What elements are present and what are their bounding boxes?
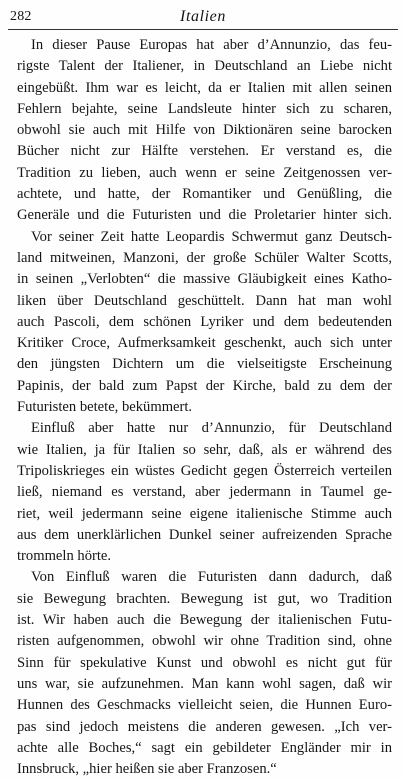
text-line: aus dem unerklärlichen Dunkel seiner aufreizenden Sprache (17, 526, 392, 543)
text-line: Bücher nicht zur Hälfte verstehen. Er verstand es, die (17, 143, 392, 160)
running-title: Italien (180, 8, 226, 25)
text-line: ließ, niemand es verstand, aber jedermann in Taumel ge- (17, 484, 392, 501)
text-line: Innsbruck, „hier heißen sie aber Franzosen.“ (17, 761, 277, 778)
text-line: liken über Deutschland geschüttelt. Dann hat man wohl (17, 292, 392, 309)
text-line: Generäle und die Futuristen und die Proletarier hinter sich. (17, 207, 392, 224)
text-line: achtete, und hatte, der Romantiker und Genüßling, die (17, 186, 392, 203)
text-line: Einfluß aber hatte nur d’Annunzio, für Deutschland (31, 420, 392, 437)
text-line: uns war, sie aufzunehmen. Man kann wohl sagen, daß wir (17, 675, 392, 692)
text-line: Tripoliskrieges ein wüstes Gedicht gegen Österreich verteilen (17, 462, 392, 479)
text-line: risten aufgenommen, obwohl wir ohne Tradition sind, ohne (17, 633, 392, 650)
header-rule (8, 29, 398, 30)
text-line: ist. Wir haben auch die Bewegung der italienischen Futu- (17, 612, 392, 629)
text-line: In dieser Pause Europas hat aber d’Annunzio, das feu- (31, 37, 392, 53)
text-line: Tradition zu lieben, auch wenn er seine Zeitgenossen ver- (17, 164, 392, 181)
text-line: pas sind jedoch meistens die anderen gewesen. „Ich ver- (17, 718, 392, 735)
text-line: Vor seiner Zeit hatte Leopardis Schwermut ganz Deutsch- (31, 228, 392, 245)
text-line: sie Bewegung brachten. Bewegung ist gut, wo Tradition (17, 590, 392, 607)
text-line: achte alle Boches,“ sagt ein gebildeter Engländer mir in (17, 739, 392, 756)
text-line: Papinis, der bald zum Papst der Kirche, bald zu dem der (17, 377, 392, 394)
text-line: Fehlern bejahte, seine Landsleute hinter sich zu scharen, (17, 100, 392, 117)
text-line: land mitweinen, Manzoni, der große Schüler Walter Scotts, (17, 249, 392, 266)
text-line: obwohl sie auch mit Hilfe von Diktionären seine barocken (17, 122, 392, 139)
text-line: trommeln hörte. (17, 548, 112, 565)
text-line: Sinn für spekulative Kunst und obwohl es nicht gut für (17, 654, 392, 671)
text-line: Kritiker Croce, Aufmerksamkeit geschenkt, auch sich unter (17, 335, 392, 352)
body-text (17, 35, 392, 780)
text-line: auch Pascoli, dem schönen Lyriker und dem bedeutenden (17, 313, 392, 330)
text-line: wie Italien, ja für Italien so sehr, daß, als er während des (17, 441, 392, 458)
text-line: den jüngsten Dichtern um die vielseitigste Erscheinung (17, 356, 392, 373)
text-line: Futuristen betete, bekümmert. (17, 399, 193, 416)
page-header (8, 8, 398, 30)
text-line: rigste Talent der Italiener, in Deutschland an Liebe nicht (17, 58, 392, 75)
text-line: in seinen „Verlobten“ die massive Gläubigkeit eines Katho- (17, 271, 392, 288)
text-line: Von Einfluß waren die Futuristen dann dadurch, daß (31, 569, 392, 586)
text-line: eingebüßt. Ihm war es leicht, da er Italien mit allen seinen (17, 79, 392, 96)
text-line: riet, weil jedermann seine eigene italienische Stimme auch (17, 505, 392, 522)
page-number: 282 (10, 9, 32, 24)
text-line: Hunnen des Geschmacks vielleicht seien, die Hunnen Euro- (17, 697, 392, 714)
